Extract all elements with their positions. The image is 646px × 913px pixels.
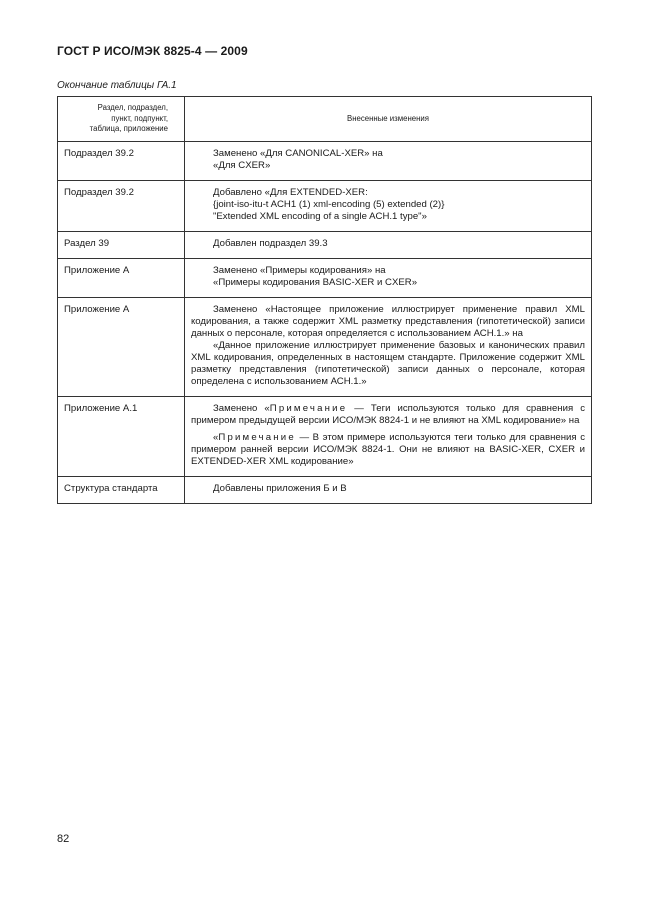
note-label: Примечание — [269, 403, 348, 414]
section-cell: Подраздел 39.2 — [58, 142, 185, 181]
change-cell: Добавлен подраздел 39.3 — [185, 232, 592, 259]
section-cell: Приложение А — [58, 259, 185, 298]
change-cell: Добавлены приложения Б и В — [185, 477, 592, 504]
table-row — [58, 142, 592, 181]
section-cell: Подраздел 39.2 — [58, 181, 185, 232]
change-cell — [185, 397, 592, 477]
table-row — [58, 397, 592, 477]
table-row — [58, 232, 592, 259]
section-cell: Приложение А — [58, 298, 185, 397]
document-header: ГОСТ Р ИСО/МЭК 8825-4 — 2009 — [57, 44, 248, 58]
table-row — [58, 259, 592, 298]
table-row — [58, 477, 592, 504]
change-paragraph: «Примечание — В этом примере используются теги только для сравнения с примером ранней версии ИСО/МЭК 8824-1. Они не влияют на BASIC-XER, CXER и EXTENDED-XER XML кодирование» — [191, 432, 585, 467]
column-header-changes: Внесенные изменения — [185, 97, 592, 142]
section-cell: Структура стандарта — [58, 477, 185, 504]
page-number: 82 — [57, 833, 70, 845]
table-row — [58, 298, 592, 397]
table-row — [58, 181, 592, 232]
change-cell: Заменено «Примеры кодирования» на «Примеры кодирования BASIC-XER и CXER» — [185, 259, 592, 298]
table-header-row — [58, 97, 592, 142]
change-cell: Заменено «Для CANONICAL-XER» на «Для CXER» — [185, 142, 592, 181]
change-paragraph: «Данное приложение иллюстрирует применение базовых и канонических правил XML кодирования, определенных в настоящем стандарте. Приложение содержит XML разметку представления (гипотетической) записи данных о персонале, которая определена с использованием АСН.1.» — [191, 340, 585, 387]
section-cell: Приложение А.1 — [58, 397, 185, 477]
note-label: Примечание — [218, 432, 296, 443]
table-caption: Окончание таблицы ГА.1 — [57, 80, 177, 91]
change-cell — [185, 298, 592, 397]
change-paragraph: Заменено «Настоящее приложение иллюстрирует применение правил XML кодирования, а также содержит XML разметку представления (гипотетической) записи данных о персонале, которая определяется с использованием АСН.1.» на — [191, 304, 585, 339]
section-cell: Раздел 39 — [58, 232, 185, 259]
change-cell: Добавлено «Для EXTENDED-XER: {joint-iso-itu-t ACH1 (1) xml-encoding (5) extended (2)} "Extended XML encoding of a single ACH.1 type"» — [185, 181, 592, 232]
column-header-section: Раздел, подраздел, пункт, подпункт, таблица, приложение — [58, 97, 185, 142]
change-paragraph: Заменено «Примечание — Теги используются только для сравнения с примером предыдущей версии ИСО/МЭК 8824-1 и не влияют на XML кодирование» на — [191, 403, 585, 426]
amendments-table — [57, 96, 592, 504]
